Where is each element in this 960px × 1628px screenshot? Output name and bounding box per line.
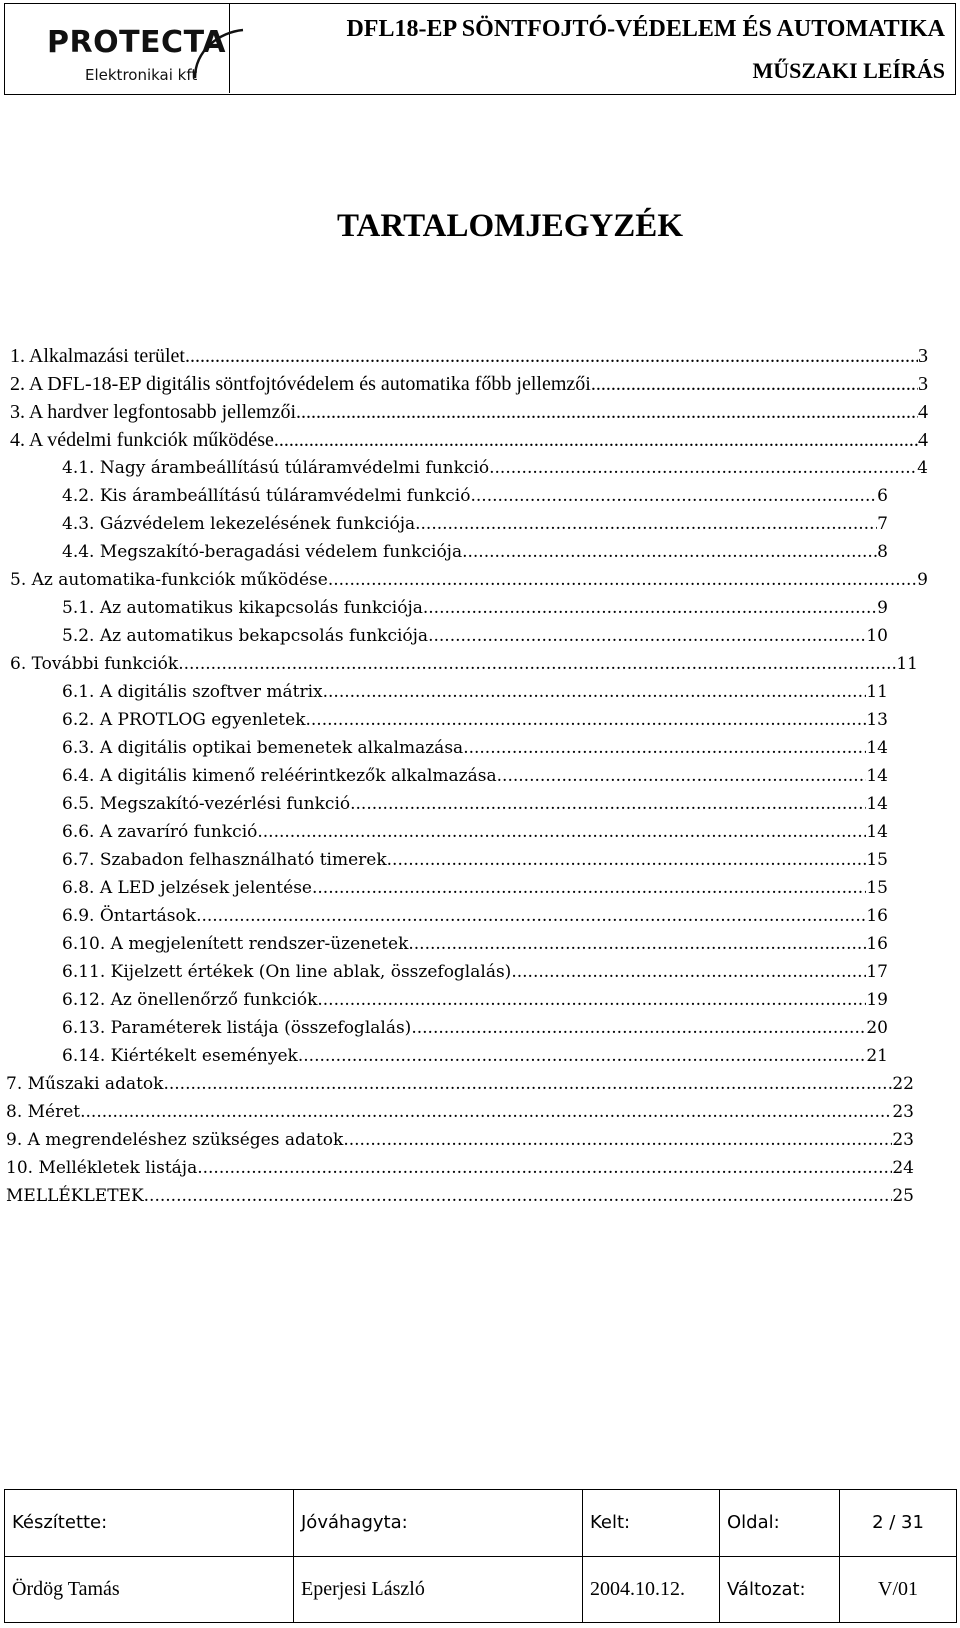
approved-label: Jóváhagyta: — [294, 1490, 583, 1557]
toc-entry[interactable]: 4.4. Megszakító-beragadási védelem funkciója ..... 8 — [62, 538, 888, 566]
approved-by: Eperjesi László — [294, 1556, 583, 1623]
page-label: Oldal: — [720, 1490, 840, 1557]
document-title: DFL18-EP SÖNTFOJTÓ-VÉDELEM ÉS AUTOMATIKA — [346, 16, 945, 42]
toc-entry[interactable]: 10. Mellékletek listája ..... 24 — [6, 1154, 914, 1182]
toc-entry[interactable]: MELLÉKLETEK ..... 25 — [6, 1182, 914, 1210]
toc-entry[interactable]: 5.2. Az automatikus bekapcsolás funkciója ..... 10 — [62, 622, 888, 650]
version-label: Változat: — [720, 1556, 840, 1623]
toc-entry[interactable]: 6.9. Öntartások ..... 16 — [62, 902, 888, 930]
toc-entry[interactable]: 3. A hardver legfontosabb jellemzői ..... 4 — [10, 398, 928, 426]
toc-entry[interactable]: 4.1. Nagy árambeállítású túláramvédelmi funkció ..... 4 — [62, 454, 928, 482]
toc-entry[interactable]: 1. Alkalmazási terület ..... 3 — [10, 342, 928, 370]
toc-entry[interactable]: 6.13. Paraméterek listája (összefoglalás) ..... 20 — [62, 1014, 888, 1042]
toc-entry[interactable]: 6.7. Szabadon felhasználható timerek ..... 15 — [62, 846, 888, 874]
document-subtitle: MŰSZAKI LEÍRÁS — [752, 58, 945, 83]
toc-entry[interactable]: 6.8. A LED jelzések jelentése ..... 15 — [62, 874, 888, 902]
page-header — [4, 3, 956, 95]
toc-entry[interactable]: 6.12. Az önellenőrző funkciók ..... 19 — [62, 986, 888, 1014]
toc-entry[interactable]: 7. Műszaki adatok ..... 22 — [6, 1070, 914, 1098]
toc-entry[interactable]: 6.2. A PROTLOG egyenletek ..... 13 — [62, 706, 888, 734]
toc-entry[interactable]: 6.14. Kiértékelt események ..... 21 — [62, 1042, 888, 1070]
toc-entry[interactable]: 6. További funkciók ..... 11 — [10, 650, 918, 678]
toc-entry[interactable]: 6.5. Megszakító-vezérlési funkció ..... 14 — [62, 790, 888, 818]
document-date: 2004.10.12. — [583, 1556, 720, 1623]
company-logo — [5, 4, 230, 93]
toc-entry[interactable]: 6.3. A digitális optikai bemenetek alkalmazása ..... 14 — [62, 734, 888, 762]
toc-entry[interactable]: 9. A megrendeléshez szükséges adatok ..... 23 — [6, 1126, 914, 1154]
page-number: 2 / 31 — [840, 1490, 957, 1557]
date-label: Kelt: — [583, 1490, 720, 1557]
logo-main-text: PROTECTA — [47, 25, 226, 60]
toc-entry[interactable]: 8. Méret ..... 23 — [6, 1098, 914, 1126]
toc-entry[interactable]: 4. A védelmi funkciók működése ..... 4 — [10, 426, 928, 454]
version-number: V/01 — [840, 1556, 957, 1623]
prepared-label: Készítette: — [5, 1490, 294, 1557]
toc-entry[interactable]: 4.3. Gázvédelem lekezelésének funkciója ..... 7 — [62, 510, 888, 538]
toc-entry[interactable]: 2. A DFL-18-EP digitális söntfojtóvédelem és automatika főbb jellemzői ..... 3 — [10, 370, 928, 398]
toc-entry[interactable]: 6.11. Kijelzett értékek (On line ablak, összefoglalás) ..... 17 — [62, 958, 888, 986]
toc-entry[interactable]: 6.4. A digitális kimenő reléérintkezők alkalmazása ..... 14 — [62, 762, 888, 790]
toc-entry[interactable]: 4.2. Kis árambeállítású túláramvédelmi funkció ..... 6 — [62, 482, 888, 510]
toc-entry[interactable]: 5.1. Az automatikus kikapcsolás funkciója ..... 9 — [62, 594, 888, 622]
document-footer — [4, 1489, 957, 1623]
logo-sub-text: Elektronikai kft — [85, 66, 198, 84]
prepared-by: Ördög Tamás — [5, 1556, 294, 1623]
toc-entry[interactable]: 6.10. A megjelenített rendszer-üzenetek ..... 16 — [62, 930, 888, 958]
toc-entry[interactable]: 6.6. A zavaríró funkció ..... 14 — [62, 818, 888, 846]
toc-entry[interactable]: 6.1. A digitális szoftver mátrix ..... 11 — [62, 678, 888, 706]
page-title: TARTALOMJEGYZÉK — [337, 208, 683, 244]
toc-entry[interactable]: 5. Az automatika-funkciók működése ..... 9 — [10, 566, 928, 594]
